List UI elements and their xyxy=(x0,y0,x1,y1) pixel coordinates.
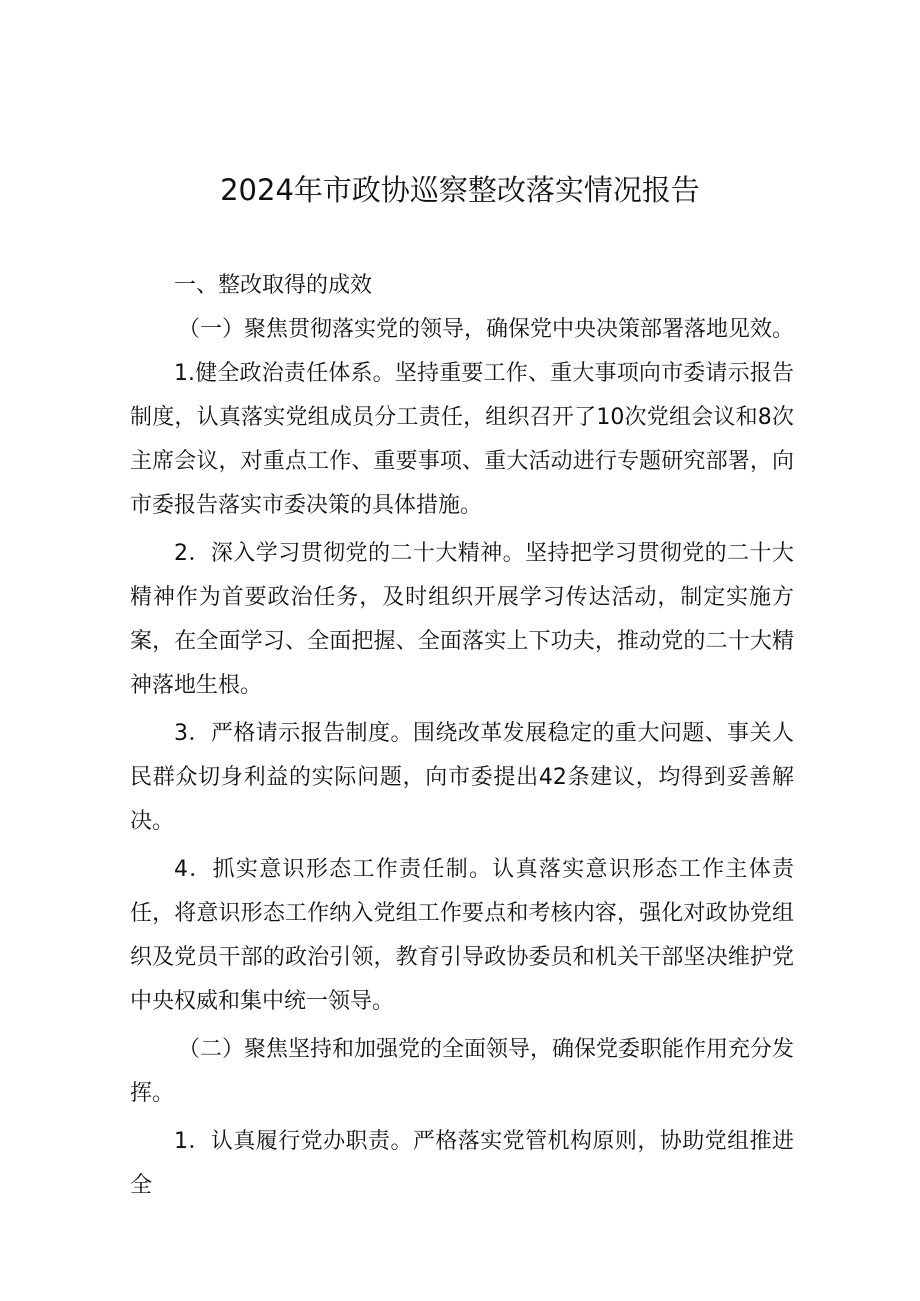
paragraph-item-2: 2．深入学习贯彻党的二十大精神。坚持把学习贯彻党的二十大精神作为首要政治任务，及时组织开展学习传达活动，制定实施方案，在全面学习、全面把握、全面落实上下功夫，推动党的二十大精神落地生根。 xyxy=(130,541,794,698)
subsection-heading-2: （二）聚焦坚持和加强党的全面领导，确保党委职能作用充分发挥。 xyxy=(130,1037,795,1106)
document-body xyxy=(130,264,794,1208)
paragraph-item-1: 1.健全政治责任体系。坚持重要工作、重大事项向市委请示报告制度，认真落实党组成员分工责任，组织召开了10次党组会议和8次主席会议，对重点工作、重要事项、重大活动进行专题研究部署，向市委报告落实市委决策的具体措施。 xyxy=(130,361,794,518)
subsection-heading-1: （一）聚焦贯彻落实党的领导，确保党中央决策部署落地见效。 xyxy=(178,317,795,342)
paragraph-item-3: 3．严格请示报告制度。围绕改革发展稳定的重大问题、事关人民群众切身利益的实际问题，向市委提出42条建议，均得到妥善解决。 xyxy=(130,721,794,834)
paragraph-item-4: 4．抓实意识形态工作责任制。认真落实意识形态工作主体责任，将意识形态工作纳入党组工作要点和考核内容，强化对政协党组织及党员干部的政治引领，教育引导政协委员和机关干部坚决维护党中央权威和集中统一领导。 xyxy=(130,857,794,1014)
section-heading-achievements: 一、整改取得的成效 xyxy=(174,273,373,298)
paragraph-item-5: 1．认真履行党办职责。严格落实党管机构原则，协助党组推进全 xyxy=(130,1129,794,1198)
document-title: 2024年市政协巡察整改落实情况报告 xyxy=(220,173,700,207)
